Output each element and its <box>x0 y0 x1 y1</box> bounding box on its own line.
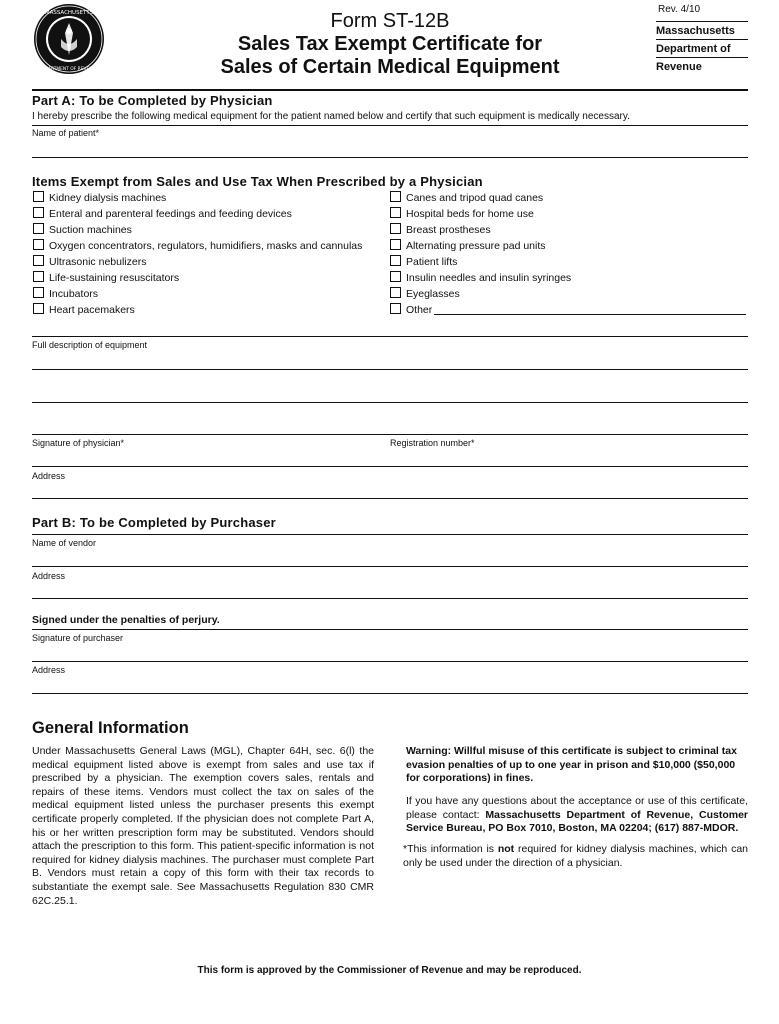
purchaser-address-label: Address <box>32 665 66 675</box>
list-item <box>33 287 383 303</box>
agency-line-3: Revenue <box>656 57 748 75</box>
form-number: Form ST-12B <box>330 10 450 32</box>
item-label: Heart pacemakers <box>49 304 135 316</box>
footnote-emphasis: not <box>497 843 515 855</box>
checkbox[interactable] <box>390 207 401 218</box>
agency-line-2: Department of <box>656 39 748 57</box>
item-label: Canes and tripod quad canes <box>406 192 544 204</box>
part-a-heading: Part A: To be Completed by Physician <box>32 93 273 108</box>
warning-text: Warning: Willful misuse of this certificate is subject to criminal tax evasion penalties of up to one year in prison and $10,000 ($50,000 for corporations) in fines. <box>406 745 737 785</box>
items-left-column <box>33 191 383 319</box>
physician-signature-label: Signature of physician* <box>32 438 125 448</box>
dor-seal-logo <box>33 3 105 75</box>
seal-text-top: MASSACHUSETTS <box>44 10 94 16</box>
general-info-heading: General Information <box>32 719 189 737</box>
item-label: Enteral and parenteral feedings and feeding devices <box>49 208 292 220</box>
purchaser-address-field[interactable] <box>32 693 748 694</box>
list-item <box>33 271 383 287</box>
list-item <box>33 207 383 223</box>
contact-details: Massachusetts Department of Revenue, Customer Service Bureau, PO Box 7010, Boston, MA 02204; (617) 887-MDOR. <box>406 808 749 835</box>
list-item <box>390 255 750 271</box>
item-label: Oxygen concentrators, regulators, humidifiers, masks and cannulas <box>49 240 363 252</box>
item-label: Life-sustaining resuscitators <box>49 272 180 284</box>
divider <box>32 534 748 535</box>
description-field-line-3[interactable] <box>32 434 748 435</box>
seal-text-bottom: DEPARTMENT OF REVENUE <box>39 67 99 72</box>
item-label: Incubators <box>49 288 99 300</box>
list-item <box>33 255 383 271</box>
contact-intro: If you have any questions about the acceptance or use of this certificate, please contact: <box>406 795 748 821</box>
description-label: Full description of equipment <box>32 340 148 350</box>
list-item <box>33 303 383 319</box>
items-right-column <box>390 191 750 319</box>
list-item <box>390 239 750 255</box>
physician-address-label: Address <box>32 471 66 481</box>
list-item <box>33 223 383 239</box>
list-item <box>390 191 750 207</box>
certify-statement: I hereby prescribe the following medical equipment for the patient named below and certify that such equipment is medically necessary. <box>32 111 630 122</box>
header-divider <box>32 89 748 91</box>
list-item <box>390 223 750 239</box>
form-title <box>175 33 605 79</box>
part-b-heading: Part B: To be Completed by Purchaser <box>32 515 276 530</box>
checkbox[interactable] <box>33 223 44 234</box>
item-label: Breast prostheses <box>406 224 491 236</box>
checkbox[interactable] <box>390 271 401 282</box>
checkbox[interactable] <box>390 223 401 234</box>
list-item <box>390 303 750 319</box>
checkbox[interactable] <box>33 303 44 314</box>
item-label: Other <box>406 304 433 316</box>
list-item <box>33 239 383 255</box>
footer-note: This form is approved by the Commissioner of Revenue and may be reproduced. <box>197 965 582 976</box>
item-label: Insulin needles and insulin syringes <box>406 272 572 284</box>
contact-info <box>406 795 748 836</box>
revision-date: Rev. 4/10 <box>658 4 701 15</box>
item-label: Hospital beds for home use <box>406 208 534 220</box>
description-field-line-2[interactable] <box>32 402 748 403</box>
footnote <box>403 843 748 870</box>
divider <box>32 125 748 126</box>
vendor-address-field[interactable] <box>32 598 748 599</box>
purchaser-signature-label: Signature of purchaser <box>32 633 124 643</box>
item-label: Ultrasonic nebulizers <box>49 256 147 268</box>
other-item-field[interactable] <box>434 304 746 315</box>
item-label: Patient lifts <box>406 256 458 268</box>
divider <box>32 336 748 337</box>
list-item <box>390 287 750 303</box>
checkbox[interactable] <box>33 207 44 218</box>
list-item <box>390 207 750 223</box>
description-field-line-1[interactable] <box>32 369 748 370</box>
divider <box>32 629 748 630</box>
perjury-statement: Signed under the penalties of perjury. <box>32 614 220 626</box>
checkbox[interactable] <box>33 255 44 266</box>
footnote-post: required for kidney dialysis machines, which can only be used under the direction of a physician. <box>403 843 748 869</box>
checkbox[interactable] <box>390 287 401 298</box>
item-label: Kidney dialysis machines <box>49 192 167 204</box>
checkbox[interactable] <box>390 255 401 266</box>
form-title-line2: Sales of Certain Medical Equipment <box>220 56 560 78</box>
form-title-line1: Sales Tax Exempt Certificate for <box>237 33 543 55</box>
list-item <box>33 191 383 207</box>
item-label: Suction machines <box>49 224 132 236</box>
registration-number-label: Registration number* <box>390 438 475 448</box>
patient-name-label: Name of patient* <box>32 128 100 138</box>
vendor-name-label: Name of vendor <box>32 538 97 548</box>
vendor-address-label: Address <box>32 571 66 581</box>
footnote-pre: *This information is <box>403 843 498 855</box>
checkbox[interactable] <box>33 271 44 282</box>
item-label: Alternating pressure pad units <box>406 240 546 252</box>
physician-signature-field[interactable] <box>32 466 748 467</box>
general-info-paragraph: Under Massachusetts General Laws (MGL), Chapter 64H, sec. 6(l) the medical equipment listed above is exempt from sales and use tax if prescribed by a physician. The exemption covers sales, rentals and repairs of these items. Vendors must collect the tax on sales of the medical equipment listed unless the purchaser presents this exempt certificate properly completed. If the physician does not complete Part A, his or her written prescription form may be substituted. Vendors should attach the prescription to this form. This patient-specific information is not required for kidney dialysis machines. The purchaser must complete Part B. Vendors must retain a copy of this form with their tax records to substantiate the exempt sale. See Massachusetts Regulation 830 CMR 62C.25.1. <box>32 745 374 907</box>
checkbox[interactable] <box>33 287 44 298</box>
items-heading: Items Exempt from Sales and Use Tax When Prescribed by a Physician <box>32 174 483 189</box>
agency-line-1: Massachusetts <box>656 21 748 39</box>
physician-address-field[interactable] <box>32 498 748 499</box>
list-item <box>390 271 750 287</box>
purchaser-signature-field[interactable] <box>32 661 748 662</box>
item-label: Eyeglasses <box>406 288 460 300</box>
checkbox[interactable] <box>390 239 401 250</box>
checkbox[interactable] <box>390 303 401 314</box>
checkbox[interactable] <box>33 239 44 250</box>
patient-name-field[interactable] <box>32 157 748 158</box>
checkbox[interactable] <box>33 191 44 202</box>
vendor-name-field[interactable] <box>32 566 748 567</box>
checkbox[interactable] <box>390 191 401 202</box>
